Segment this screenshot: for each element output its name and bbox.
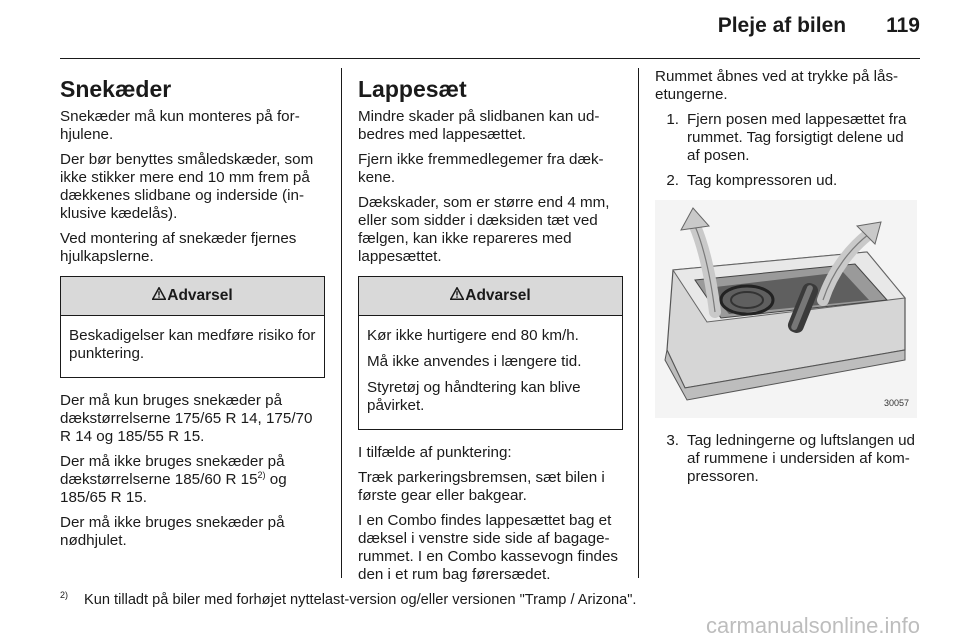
paragraph: Rummet åbnes ved at trykke på låsetungerne. <box>655 68 899 103</box>
column-divider-1 <box>341 68 342 578</box>
list-item <box>655 111 920 165</box>
figure-id: 30057 <box>883 398 909 408</box>
warning-body <box>359 316 622 429</box>
paragraph: Mindre skader på slidbanen kan udbedres med lappesættet. <box>358 108 600 143</box>
warning-box <box>60 276 325 378</box>
paragraph: Snekæder må kun monteres på forhjulene. <box>60 108 300 143</box>
paragraph: Der må ikke bruges snekæder på nødhjulet. <box>60 514 285 549</box>
paragraph: I en Combo findes lappesættet bag et dæksel i venstre side side af bagagerummet. I en Combo kassevogn findes den i et rum bag førersædet. <box>358 512 618 583</box>
page-header <box>718 14 920 38</box>
section-heading-repair-kit: Lappesæt <box>358 76 467 102</box>
paragraph: Der bør benyttes småledskæder, som ikke stikker mere end 10 mm frem på dækkenes slidbane og inderside (inklusive kædelås). <box>60 151 314 222</box>
paragraph: Ved montering af snekæder fjernes hjulkapslerne. <box>60 230 297 265</box>
warning-line: Kør ikke hurtigere end 80 km/h. <box>367 327 579 344</box>
paragraph <box>60 453 325 507</box>
paragraph: Træk parkeringsbremsen, sæt bilen i første gear eller bakgear. <box>358 469 605 504</box>
paragraph: Dækskader, som er større end 4 mm, eller som sidder i dæksiden tæt ved fælgen, kan ikke repareres med lappesættet. <box>358 194 610 265</box>
step-text: Tag ledningerne og luftslangen ud af rummene i undersiden af kompressoren. <box>687 432 915 485</box>
chapter-title: Pleje af bilen <box>717 14 847 37</box>
warning-line: Styretøj og håndtering kan blive påvirket. <box>367 379 581 414</box>
steps-list <box>655 111 920 190</box>
column-divider-2 <box>638 68 639 578</box>
compressor-illustration-drawing <box>655 200 917 418</box>
warning-triangle-icon <box>450 277 464 315</box>
warning-box <box>358 276 623 430</box>
footnote <box>60 590 637 608</box>
footnote-mark: 2) <box>60 590 69 600</box>
warning-header <box>61 277 324 316</box>
paragraph: I tilfælde af punktering: <box>358 444 512 461</box>
step-text: Fjern posen med lappesættet fra rummet. Tag forsigtigt delene ud af posen. <box>687 111 907 164</box>
page-number: 119 <box>886 14 920 37</box>
paragraph-text: Der må ikke bruges snekæder på dækstørrelserne 185/60 R 15 <box>60 453 285 488</box>
paragraph: Der må kun bruges snekæder på dækstørrelserne 175/65 R 14, 175/70 R 14 og 185/55 R 15. <box>60 392 313 445</box>
step-number: 1. <box>666 111 679 128</box>
watermark: carmanualsonline.info <box>705 613 920 638</box>
paragraph-text: og 185/65 R 15. <box>60 471 287 506</box>
footnote-text: Kun tilladt på biler med forhøjet nyttelast-version og/eller versionen "Tramp / Arizona". <box>84 591 637 608</box>
step-number: 2. <box>666 172 679 189</box>
warning-text: Beskadigelser kan medføre risiko for punktering. <box>69 327 316 362</box>
step-number: 3. <box>666 432 679 449</box>
column-repair-kit <box>358 68 623 591</box>
section-heading-snow-chains: Snekæder <box>60 76 172 102</box>
paragraph: Fjern ikke fremmedlegemer fra dækkene. <box>358 151 604 186</box>
footnote-reference: 2) <box>257 469 266 480</box>
header-rule <box>60 58 920 59</box>
list-item <box>655 172 920 190</box>
warning-title: Advarsel <box>465 287 531 304</box>
warning-header <box>359 277 622 316</box>
warning-line: Må ikke anvendes i længere tid. <box>367 353 582 370</box>
column-repair-kit-steps <box>655 68 920 493</box>
steps-list <box>655 432 920 486</box>
list-item <box>655 432 920 486</box>
step-text: Tag kompressoren ud. <box>687 172 838 189</box>
compressor-compartment-illustration <box>655 200 917 418</box>
warning-triangle-icon <box>152 277 166 315</box>
column-snow-chains <box>60 68 325 557</box>
warning-title: Advarsel <box>167 287 233 304</box>
warning-body <box>61 316 324 377</box>
